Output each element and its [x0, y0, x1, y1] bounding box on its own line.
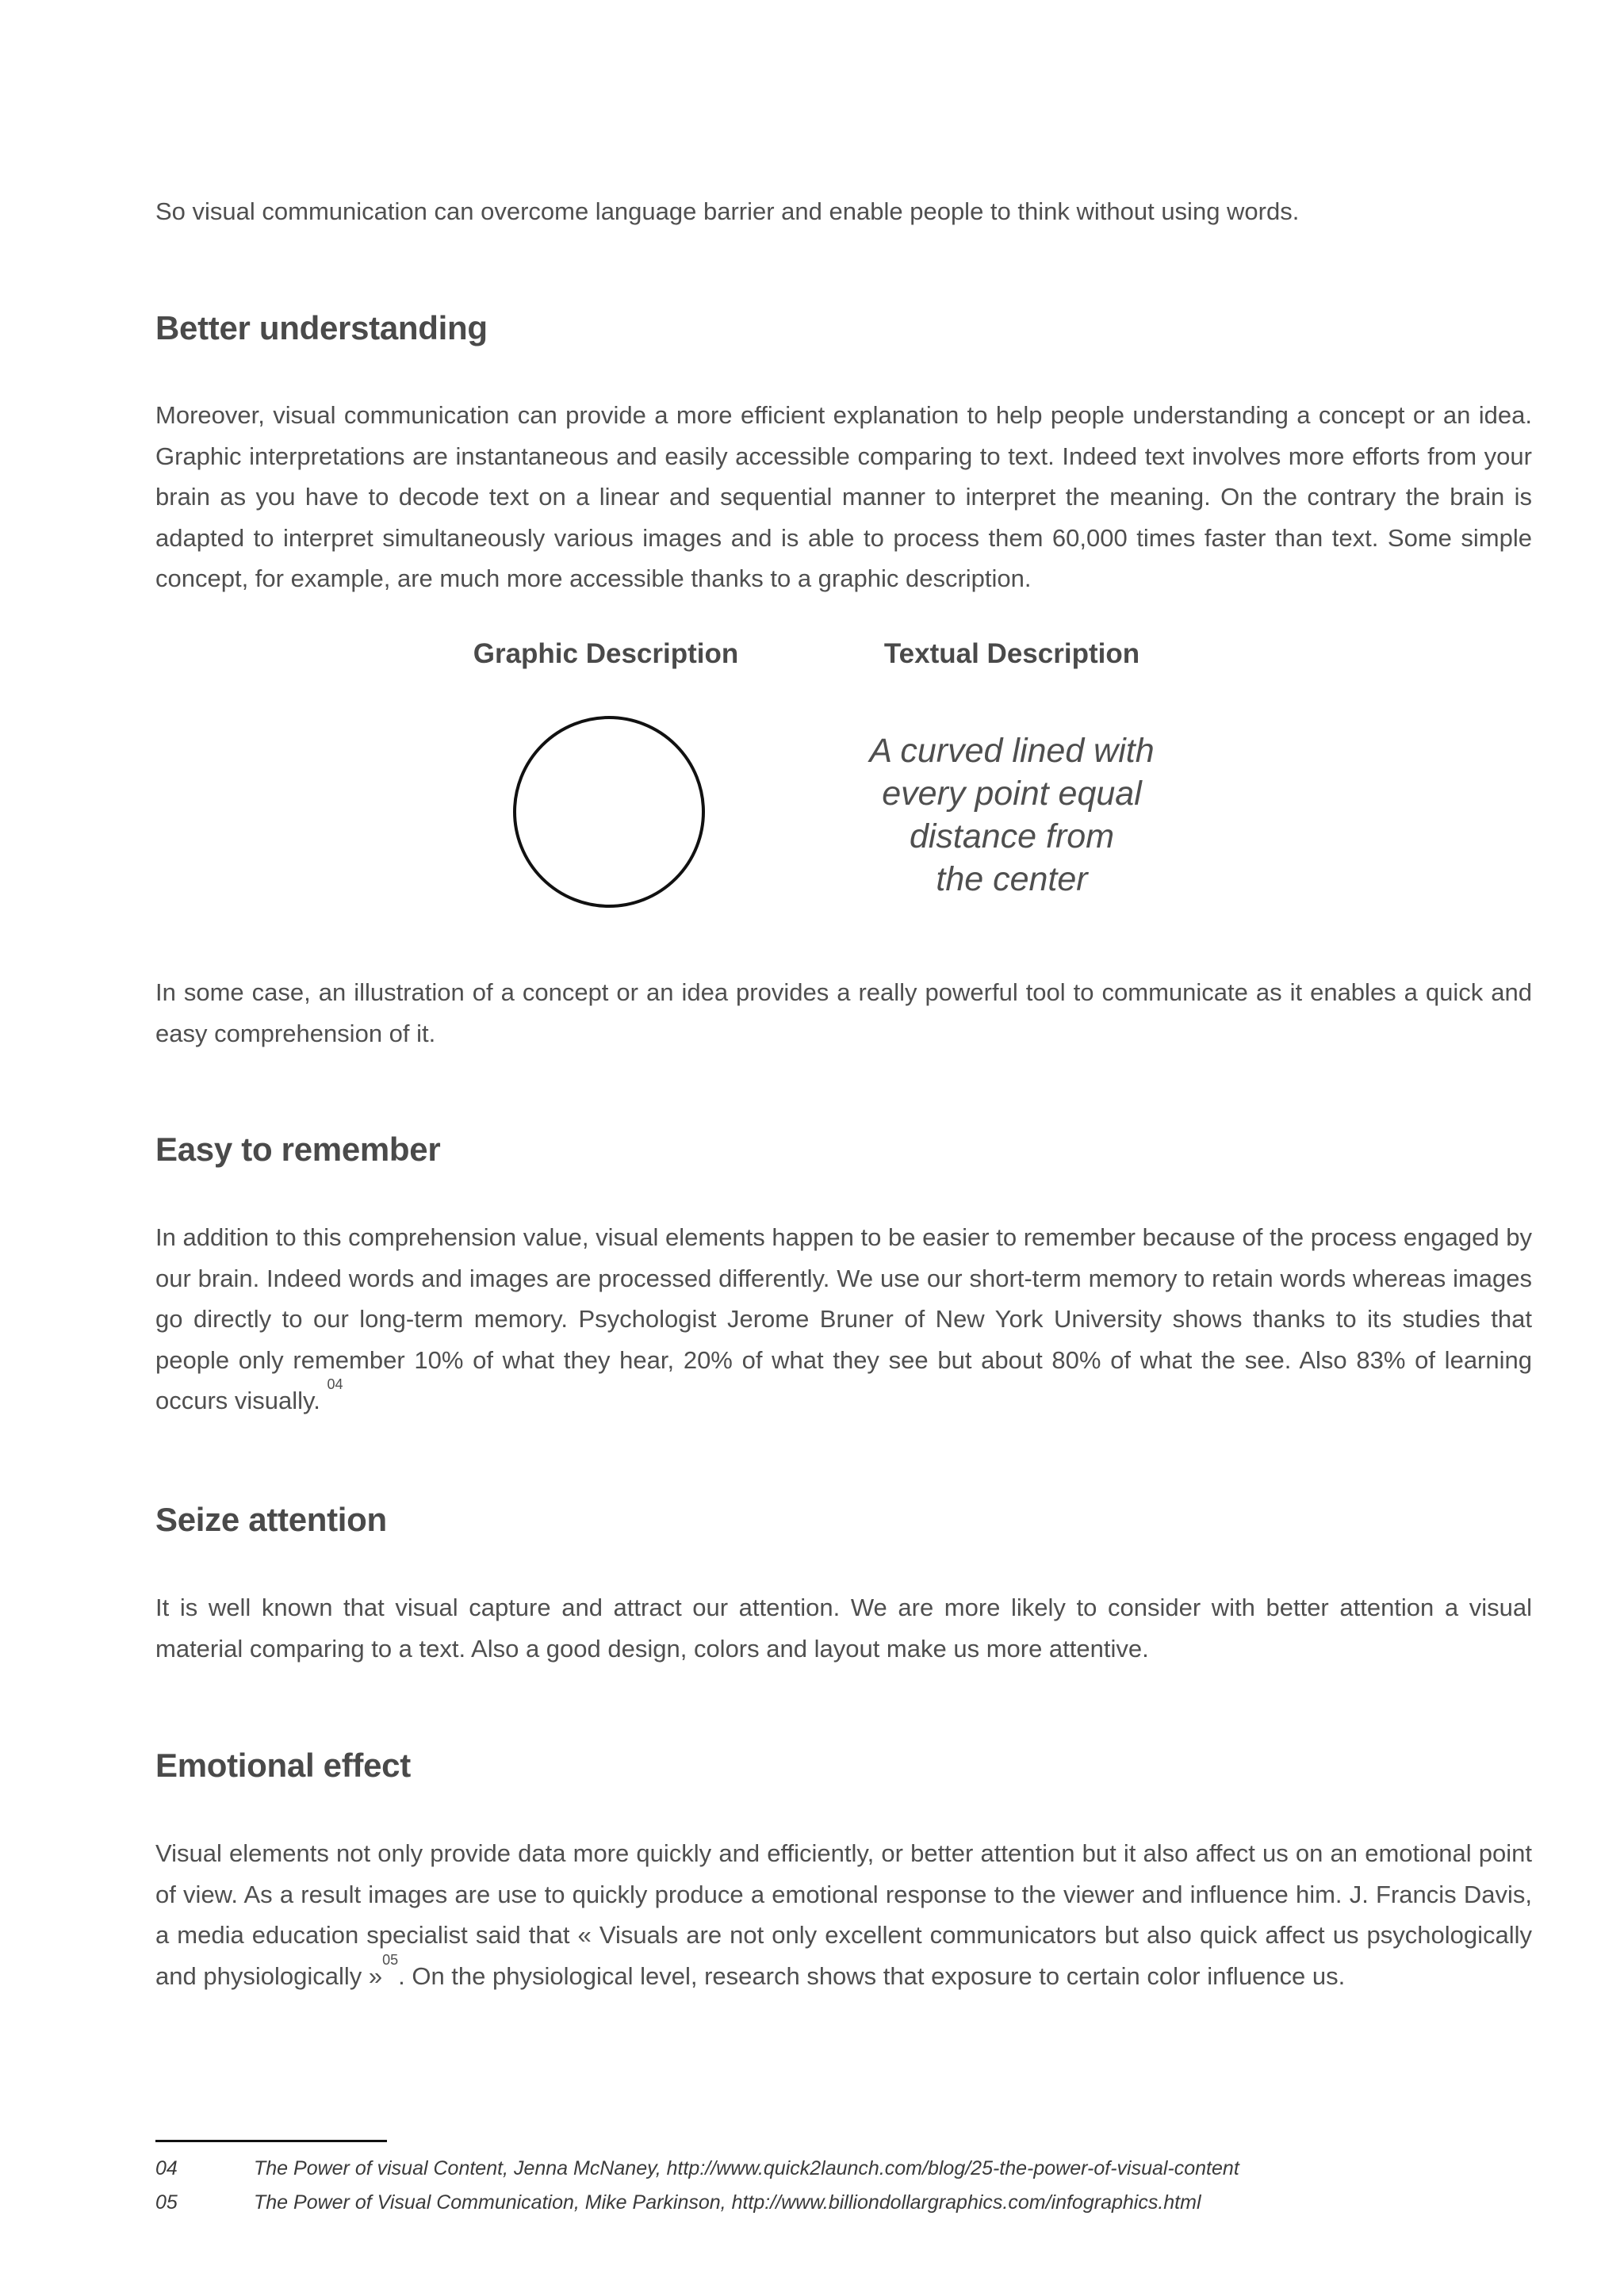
heading-seize-attention: Seize attention [155, 1501, 387, 1538]
footnote-number: 04 [155, 2157, 178, 2179]
emotional-effect-paragraph [155, 1833, 1532, 1996]
footnote-number: 05 [155, 2191, 178, 2214]
footnote-ref-04: 04 [327, 1376, 343, 1392]
textual-line: the center [936, 860, 1088, 898]
heading-emotional-effect: Emotional effect [155, 1747, 411, 1784]
textual-line: distance from [909, 817, 1115, 855]
document-page [155, 0, 1532, 2296]
intro-paragraph: So visual communication can overcome language barrier and enable people to think without using words. [155, 197, 1300, 225]
graphic-description-label: Graphic Description [473, 638, 739, 669]
footnote-ref-05: 05 [382, 1951, 399, 1968]
footnote-divider [155, 2140, 387, 2142]
textual-description-label: Textual Description [883, 638, 1140, 669]
better-understanding-paragraph: Moreover, visual communication can provide a more efficient explanation to help people understanding a concept or an idea. Graphic interpretations are instantaneous and easily accessible comparing to text. Indeed text involves more efforts from your brain as you have to decode text on a linear and sequential manner to interpret the meaning. On the contrary the brain is adapted to interpret simultaneously various images and is able to process them 60,000 times faster than text. Some simple concept, for example, are much more accessible thanks to a graphic description. [155, 401, 1532, 592]
textual-line: every point equal [882, 775, 1142, 813]
description-comparison-figure [155, 638, 1532, 924]
emotional-effect-text-2: . On the physiological level, research shows that exposure to certain color influence us. [398, 1961, 1346, 1990]
emotional-effect-text-1: Visual elements not only provide data more quickly and efficiently, or better attention but it also affect us on an emotional point of view. As a result images are use to quickly produce a emotional response to the viewer and influence him. J. Francis Davis, a media education specialist said that « Visuals are not only excellent communicators but also quick affect us psychologically and physiologically » [155, 1839, 1532, 1990]
illustration-paragraph: In some case, an illustration of a concept or an idea provides a really powerful tool to communicate as it enables a quick and easy comprehension of it. [155, 978, 1532, 1047]
heading-easy-to-remember: Easy to remember [155, 1131, 441, 1168]
seize-attention-paragraph: It is well known that visual capture and attract our attention. We are more likely to consider with better attention a visual material comparing to a text. Also a good design, colors and layout make us more attentive. [155, 1594, 1532, 1663]
easy-to-remember-paragraph [155, 1217, 1532, 1422]
textual-description-text [837, 729, 1186, 901]
easy-to-remember-text: In addition to this comprehension value, visual elements happen to be easier to remember because of the process engaged by our brain. Indeed words and images are processed differently. We use our short-term memory to retain words whereas images go directly to our long-term memory. Psychologist Jerome Bruner of New York University shows thanks to its studies that people only remember 10% of what they hear, 20% of what they see but about 80% of what the see. Also 83% of learning occurs visually. [155, 1223, 1532, 1414]
footnote-text: The Power of Visual Communication, Mike Parkinson, http://www.billiondollargraphics.com/infographics.html [254, 2191, 1201, 2214]
textual-line: A curved lined with [869, 732, 1155, 770]
footnote-text: The Power of visual Content, Jenna McNaney, http://www.quick2launch.com/blog/25-the-power-of-visual-content [254, 2157, 1239, 2179]
circle-graphic [513, 716, 705, 908]
heading-better-understanding: Better understanding [155, 309, 488, 346]
